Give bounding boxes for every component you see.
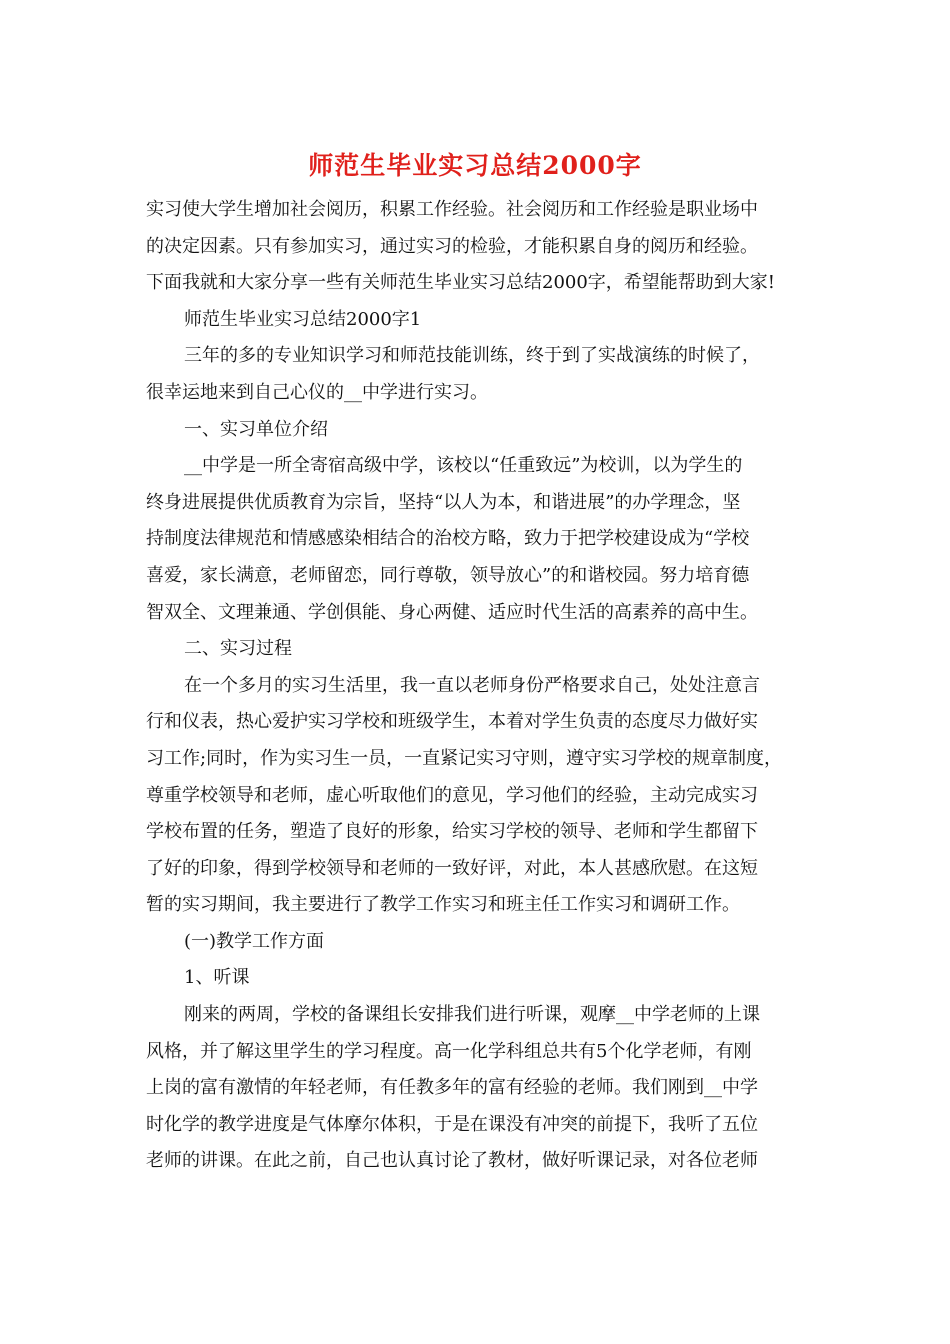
text-line: 智双全、文理兼通、学创俱能、身心两健、适应时代生活的高素养的高中生。 bbox=[146, 601, 758, 623]
text-line: 上岗的富有激情的年轻老师，有任教多年的富有经验的老师。我们刚到__中学 bbox=[146, 1077, 758, 1099]
text-line: 的决定因素。只有参加实习，通过实习的检验，才能积累自身的阅历和经验。 bbox=[146, 235, 758, 257]
document-body bbox=[146, 192, 826, 1180]
text-line: 实习使大学生增加社会阅历，积累工作经验。社会阅历和工作经验是职业场中 bbox=[146, 199, 758, 220]
text-line: (一)教学工作方面 bbox=[184, 930, 325, 952]
text-line: 老师的讲课。在此之前，自己也认真讨论了教材，做好听课记录，对各位老师 bbox=[146, 1150, 758, 1172]
text-line: 习工作;同时，作为实习生一员，一直紧记实习守则，遵守实习学校的规章制度， bbox=[146, 747, 783, 769]
text-line: 1、听课 bbox=[184, 967, 250, 989]
text-line: 终身进展提供优质教育为宗旨，坚持“以人为本，和谐进展”的办学理念，坚 bbox=[146, 491, 741, 513]
text-line: 行和仪表，热心爱护实习学校和班级学生，本着对学生负责的态度尽力做好实 bbox=[146, 711, 758, 733]
document-title: 师范生毕业实习总结2000字 bbox=[308, 151, 642, 180]
text-line: 持制度法律规范和情感感染相结合的治校方略，致力于把学校建设成为“学校 bbox=[146, 528, 750, 550]
text-line: 刚来的两周，学校的备课组长安排我们进行听课，观摩__中学老师的上课 bbox=[184, 1004, 760, 1026]
text-line: 三年的多的专业知识学习和师范技能训练，终于到了实战演练的时候了， bbox=[184, 345, 760, 367]
text-line: 很幸运地来到自己心仪的__中学进行实习。 bbox=[146, 381, 488, 403]
text-line: __中学是一所全寄宿高级中学，该校以“任重致远”为校训，以为学生的 bbox=[184, 455, 743, 477]
text-line: 时化学的教学进度是气体摩尔体积，于是在课没有冲突的前提下，我听了五位 bbox=[146, 1113, 758, 1135]
text-line: 喜爱，家长满意，老师留恋，同行尊敬，领导放心”的和谐校园。努力培育德 bbox=[146, 564, 750, 586]
text-line: 风格，并了解这里学生的学习程度。高一化学科组总共有5个化学老师，有刚 bbox=[146, 1040, 752, 1062]
text-line: 尊重学校领导和老师，虚心听取他们的意见，学习他们的经验，主动完成实习 bbox=[146, 784, 758, 806]
text-line: 下面我就和大家分享一些有关师范生毕业实习总结2000字，希望能帮助到大家! bbox=[146, 272, 776, 294]
text-line: 一、实习单位介绍 bbox=[184, 418, 328, 440]
text-line: 了好的印象，得到学校领导和老师的一致好评，对此，本人甚感欣慰。在这短 bbox=[146, 857, 758, 879]
text-line: 二、实习过程 bbox=[184, 638, 292, 660]
text-line: 师范生毕业实习总结2000字1 bbox=[184, 308, 422, 330]
text-line: 暂的实习期间，我主要进行了教学工作实习和班主任工作实习和调研工作。 bbox=[146, 894, 740, 916]
text-line: 在一个多月的实习生活里，我一直以老师身份严格要求自己，处处注意言 bbox=[184, 674, 760, 696]
text-line: 学校布置的任务，塑造了良好的形象，给实习学校的领导、老师和学生都留下 bbox=[146, 821, 758, 843]
